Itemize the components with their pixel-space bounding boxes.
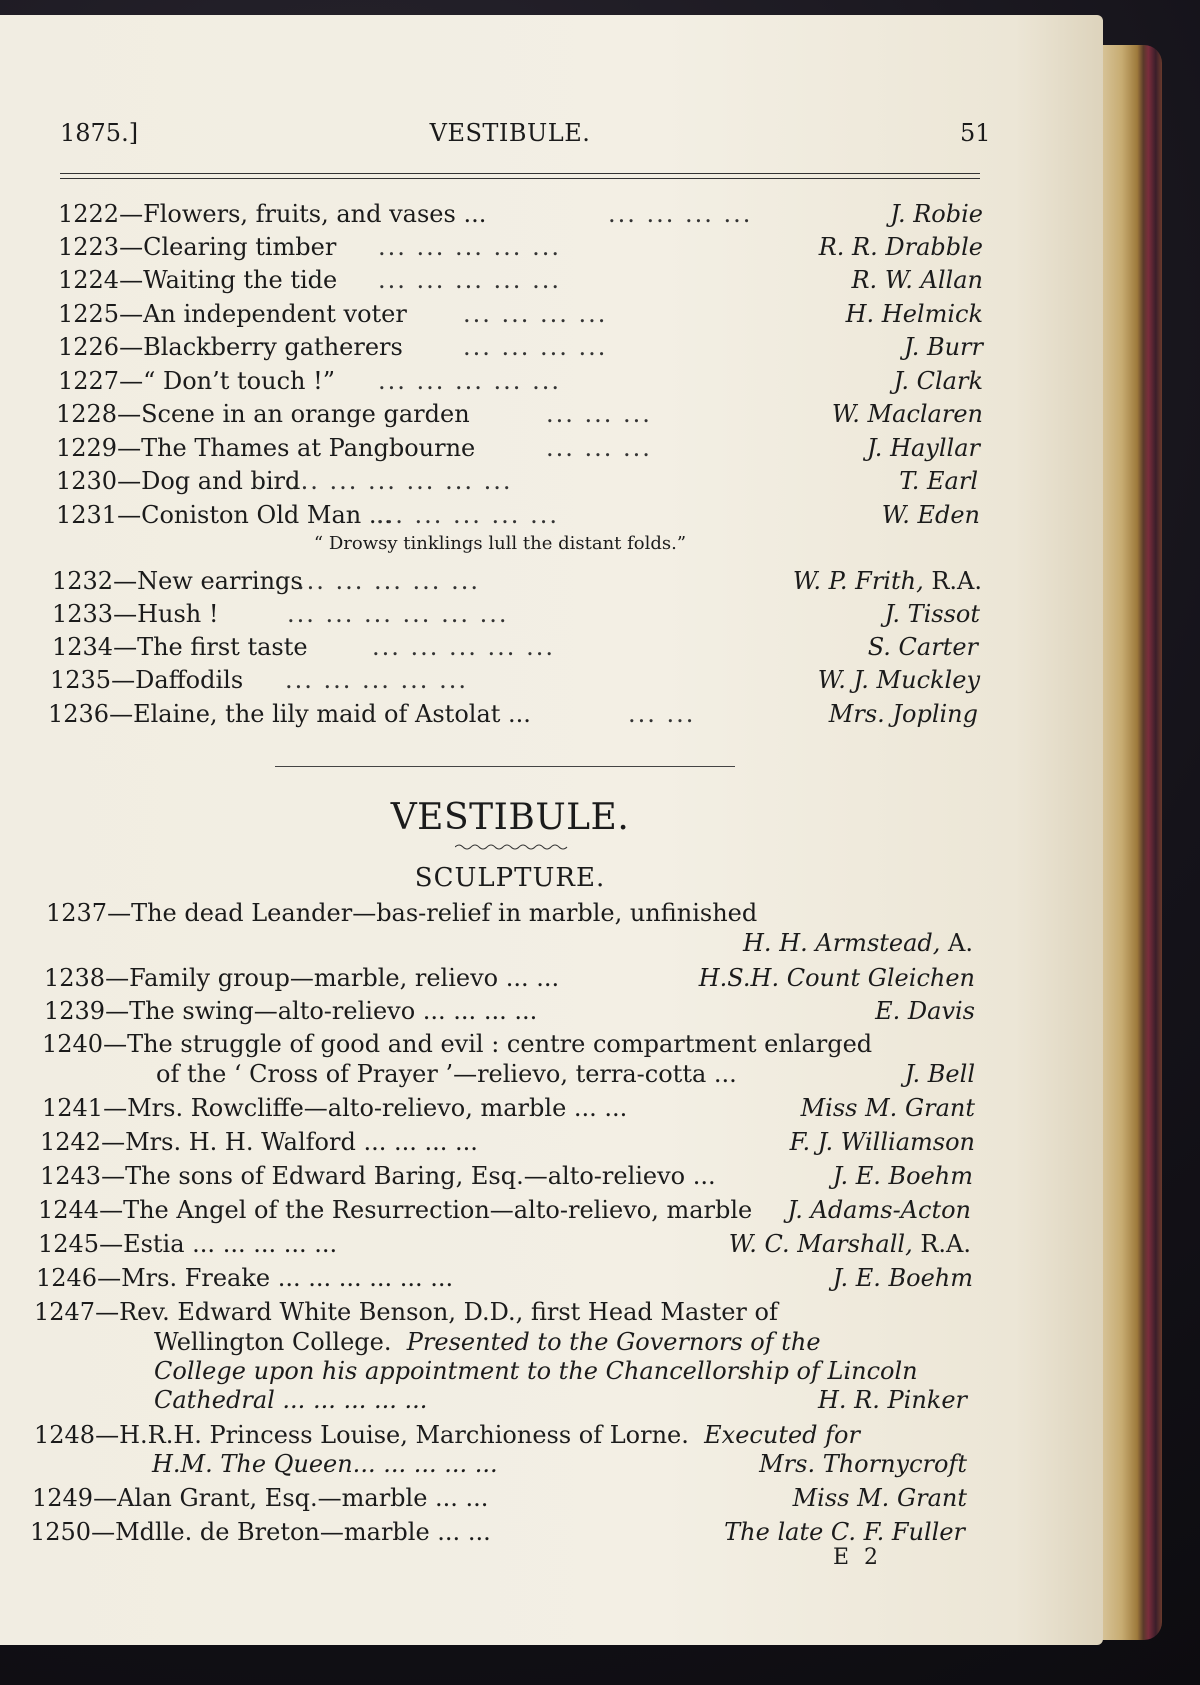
leader-dots: ... ... ... <box>546 434 652 462</box>
entry-title: 1230—Dog and bird <box>56 467 301 495</box>
entry-artist: J. Hayllar <box>867 434 980 462</box>
catalogue-entry <box>58 263 983 297</box>
sculpture-entry: 1249—Alan Grant, Esq.—marble ... ... <box>32 1484 489 1512</box>
header-rule-thin <box>60 178 980 179</box>
entry-artist: W. Eden <box>881 501 980 529</box>
section-subtitle: SCULPTURE. <box>414 863 606 893</box>
catalogue-entry <box>56 431 980 465</box>
entry-title: 1234—The first taste <box>52 633 308 661</box>
book-page-edges <box>1100 45 1162 1640</box>
entry-title: 1226—Blackberry gatherers <box>58 333 403 361</box>
entry-artist: H. R. Pinker <box>817 1386 967 1414</box>
leader-dots: ... ... ... ... ... ... <box>291 467 513 495</box>
section-title: VESTIBULE. <box>390 797 630 838</box>
sculpture-entry: 1239—The swing—alto-relievo ... ... ... ... <box>44 997 538 1025</box>
sculpture-entry-continued: of the ‘ Cross of Prayer ’—relievo, terra-cotta ... <box>156 1060 737 1088</box>
leader-dots: ... ... ... ... ... <box>372 633 555 661</box>
entry-title: 1225—An independent voter <box>58 300 407 328</box>
sculpture-entry: 1242—Mrs. H. H. Walford ... ... ... ... <box>40 1128 478 1156</box>
sculpture-entry: 1246—Mrs. Freake ... ... ... ... ... ... <box>36 1264 454 1292</box>
sculpture-entry: 1237—The dead Leander—bas-relief in marble, unfinished <box>46 899 758 927</box>
entry-title: 1233—Hush ! <box>52 600 219 628</box>
leader-dots: ... ... ... ... ... <box>285 666 468 694</box>
leader-dots: ... ... ... ... ... <box>378 367 561 395</box>
header-rule <box>60 173 980 174</box>
entry-artist: E. Davis <box>875 997 975 1025</box>
entry-artist: H.S.H. Count Gleichen <box>698 964 975 992</box>
sculpture-entry: 1250—Mdlle. de Breton—marble ... ... <box>30 1518 491 1546</box>
sculpture-entry: 1238—Family group—marble, relievo ... ... <box>44 964 560 992</box>
sculpture-entry: 1245—Estia ... ... ... ... ... <box>38 1230 338 1258</box>
entry-title: 1236—Elaine, the lily maid of Astolat ... <box>48 700 531 728</box>
catalogue-entry <box>58 230 983 264</box>
entry-artist: W. P. Frith, R.A. <box>792 567 982 595</box>
leader-dots: ... ... ... ... <box>463 300 608 328</box>
leader-dots: ... ... <box>628 700 696 728</box>
sculpture-entry: 1247—Rev. Edward White Benson, D.D., first Head Master of <box>34 1298 778 1326</box>
entry-artist: The late C. F. Fuller <box>724 1518 965 1546</box>
signature-mark: E 2 <box>833 1545 883 1570</box>
entry-title: 1229—The Thames at Pangbourne <box>56 434 476 462</box>
leader-dots: ... ... ... ... ... ... <box>287 600 509 628</box>
leader-dots: ... ... ... ... ... <box>376 501 559 529</box>
catalogue-entry <box>56 464 978 498</box>
leader-dots: ... ... ... <box>546 400 652 428</box>
leader-dots: ... ... ... ... <box>608 200 753 228</box>
entry-artist: Miss M. Grant <box>792 1484 967 1512</box>
book-page <box>0 15 1103 1645</box>
entry-artist: J. Tissot <box>884 600 980 628</box>
catalogue-entry <box>48 697 978 731</box>
sculpture-entry: 1248—H.R.H. Princess Louise, Marchioness of Lorne. Executed for <box>34 1421 860 1449</box>
entry-artist: W. J. Muckley <box>817 666 980 694</box>
catalogue-entry <box>52 564 982 598</box>
entry-artist: J. Adams-Acton <box>787 1196 971 1224</box>
entry-title: 1223—Clearing timber <box>58 233 337 261</box>
leader-dots: ... ... ... ... ... <box>378 233 561 261</box>
catalogue-entry <box>50 663 980 697</box>
leader-dots: ... ... ... ... ... <box>297 567 480 595</box>
entry-artist: T. Earl <box>899 467 978 495</box>
header-title: VESTIBULE. <box>429 119 591 147</box>
entry-artist: Mrs. Thornycroft <box>759 1450 967 1478</box>
catalogue-entry <box>56 397 983 431</box>
entry-title: 1231—Coniston Old Man ... <box>56 501 392 529</box>
sculpture-entry: 1240—The struggle of good and evil : centre compartment enlarged <box>42 1030 873 1058</box>
entry-artist: Miss M. Grant <box>800 1094 975 1122</box>
entry-title: 1224—Waiting the tide <box>58 266 338 294</box>
catalogue-entry <box>58 297 983 331</box>
entry-title: 1235—Daffodils <box>50 666 244 694</box>
entry-artist: H. H. Armstead, A. <box>743 929 973 957</box>
sculpture-entry: 1243—The sons of Edward Baring, Esq.—alto-relievo ... <box>40 1162 716 1190</box>
entry-title: 1227—“ Don’t touch !” <box>58 367 336 395</box>
entry-title: 1232—New earrings <box>52 567 303 595</box>
entry-artist: J. Clark <box>893 367 983 395</box>
catalogue-entry <box>58 364 983 398</box>
catalogue-entry <box>52 630 978 664</box>
sculpture-entry: 1241—Mrs. Rowcliffe—alto-relievo, marble ... ... <box>42 1094 628 1122</box>
sculpture-entry-continued: Wellington College. Presented to the Governors of the <box>154 1328 821 1356</box>
header-year: 1875.] <box>60 119 139 147</box>
entry-title: 1228—Scene in an orange garden <box>56 400 470 428</box>
entry-artist: F. J. Williamson <box>789 1128 975 1156</box>
entry-artist: J. E. Boehm <box>832 1162 973 1190</box>
entry-artist: J. Burr <box>903 333 983 361</box>
section-divider <box>275 766 735 767</box>
entry-artist: W. C. Marshall, R.A. <box>728 1230 971 1258</box>
catalogue-entry <box>56 498 980 532</box>
entry-artist: J. E. Boehm <box>832 1264 973 1292</box>
ornamental-rule <box>455 843 570 851</box>
entry-artist: R. R. Drabble <box>818 233 983 261</box>
entry-artist: Mrs. Jopling <box>828 700 978 728</box>
entry-quotation: “ Drowsy tinklings lull the distant folds.” <box>313 533 687 554</box>
sculpture-entry-continued: College upon his appointment to the Chancellorship of Lincoln <box>154 1357 918 1385</box>
catalogue-entry <box>52 597 980 631</box>
entry-artist: S. Carter <box>867 633 978 661</box>
sculpture-entry-continued: Cathedral ... ... ... ... ... <box>154 1386 428 1414</box>
sculpture-entry-continued: H.M. The Queen... ... ... ... ... <box>152 1450 498 1478</box>
page-number: 51 <box>960 119 991 147</box>
entry-title: 1222—Flowers, fruits, and vases ... <box>58 200 487 228</box>
entry-artist: J. Bell <box>904 1060 975 1088</box>
leader-dots: ... ... ... ... ... <box>378 266 561 294</box>
entry-artist: R. W. Allan <box>851 266 983 294</box>
entry-artist: J. Robie <box>890 200 983 228</box>
entry-artist: H. Helmick <box>845 300 983 328</box>
entry-artist: W. Maclaren <box>831 400 983 428</box>
catalogue-entry <box>58 197 983 231</box>
sculpture-entry: 1244—The Angel of the Resurrection—alto-relievo, marble <box>38 1196 753 1224</box>
catalogue-entry <box>58 330 983 364</box>
leader-dots: ... ... ... ... <box>463 333 608 361</box>
